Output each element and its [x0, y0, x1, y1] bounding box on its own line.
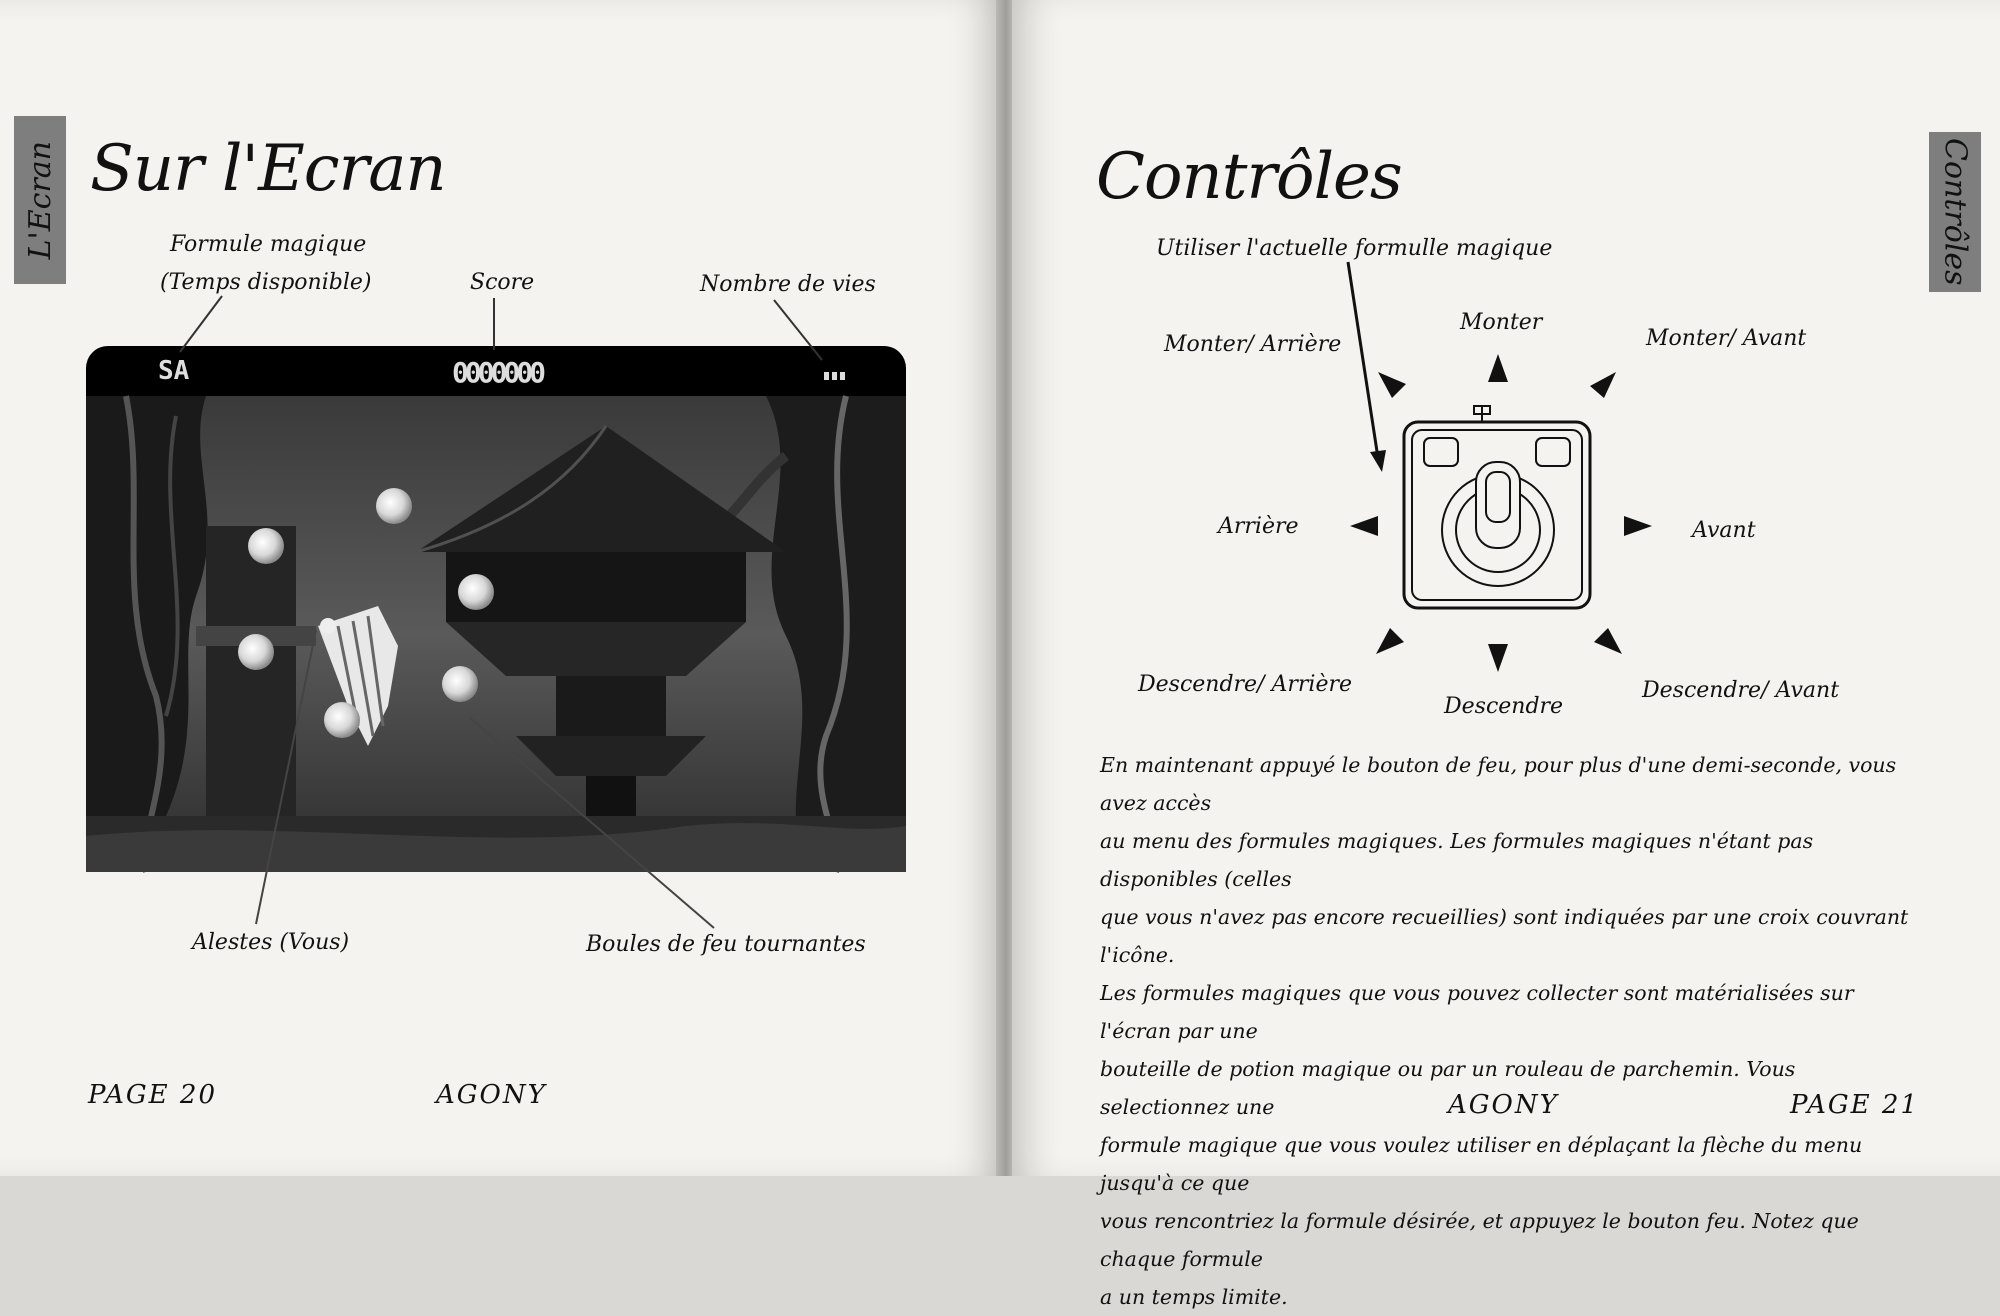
joystick-icon — [1404, 406, 1590, 608]
label-down: Descendre — [1444, 694, 1564, 719]
label-alestes: Alestes (Vous) — [192, 930, 350, 955]
arrow-down-right-icon — [1594, 628, 1622, 654]
body-line: En maintenant appuyé le bouton de feu, pour plus d'une demi-seconde, vous avez accès — [1100, 753, 1897, 815]
arrow-down-icon — [1488, 644, 1508, 672]
arrow-left-icon — [1350, 516, 1378, 536]
label-formula-time: (Temps disponible) — [160, 270, 372, 295]
side-tab-label: L'Ecran — [22, 140, 58, 260]
footer-title: AGONY — [1448, 1090, 1559, 1120]
arrow-right-icon — [1624, 516, 1652, 536]
body-line: Les formules magiques que vous pouvez collecter sont matérialisées sur l'écran par une — [1100, 981, 1854, 1043]
callout-lines — [0, 0, 1000, 1176]
footer-title: AGONY — [436, 1080, 547, 1110]
hud-score: 0000000 — [452, 356, 543, 389]
label-back: Arrière — [1218, 514, 1299, 539]
body-line: bouteille de potion magique ou par un rouleau de parchemin. Vous selectionnez une — [1100, 1057, 1796, 1119]
label-formula: Formule magique — [170, 232, 367, 257]
footer-page-number: PAGE 20 — [88, 1080, 217, 1110]
label-up-back: Monter/ Arrière — [1164, 332, 1342, 357]
body-line: que vous n'avez pas encore recueillies) sont indiquées par une croix couvrant l'icône. — [1100, 905, 1909, 967]
label-forward: Avant — [1692, 518, 1756, 543]
arrow-up-left-icon — [1378, 372, 1406, 398]
side-tab-label: Contrôles — [1937, 138, 1973, 286]
label-score: Score — [470, 270, 535, 295]
body-text — [1100, 746, 1920, 1316]
arrow-up-right-icon — [1590, 372, 1616, 398]
arrow-down-left-icon — [1376, 628, 1404, 654]
body-line: a un temps limite. — [1100, 1285, 1288, 1309]
label-fireballs: Boules de feu tournantes — [586, 932, 866, 957]
page-title: Sur l'Ecran — [90, 132, 446, 206]
label-down-back: Descendre/ Arrière — [1138, 672, 1352, 697]
left-page — [0, 0, 1000, 1176]
label-use-formula: Utiliser l'actuelle formulle magique — [1156, 236, 1553, 261]
body-line: vous rencontriez la formule désirée, et appuyez le bouton feu. Notez que chaque formule — [1100, 1209, 1859, 1271]
body-line: formule magique que vous voulez utiliser en déplaçant la flèche du menu jusqu'à ce que — [1100, 1133, 1863, 1195]
label-lives: Nombre de vies — [700, 272, 876, 297]
footer-page-number: PAGE 21 — [1790, 1090, 1919, 1120]
body-line: au menu des formules magiques. Les formules magiques n'étant pas disponibles (celles — [1100, 829, 1814, 891]
right-page — [1012, 0, 2000, 1309]
page-title: Contrôles — [1096, 140, 1402, 214]
hud-formula: SA — [158, 356, 190, 386]
label-up: Monter — [1460, 310, 1543, 335]
label-down-forward: Descendre/ Avant — [1642, 678, 1840, 703]
arrow-up-icon — [1488, 354, 1508, 382]
label-up-forward: Monter/ Avant — [1646, 326, 1807, 351]
